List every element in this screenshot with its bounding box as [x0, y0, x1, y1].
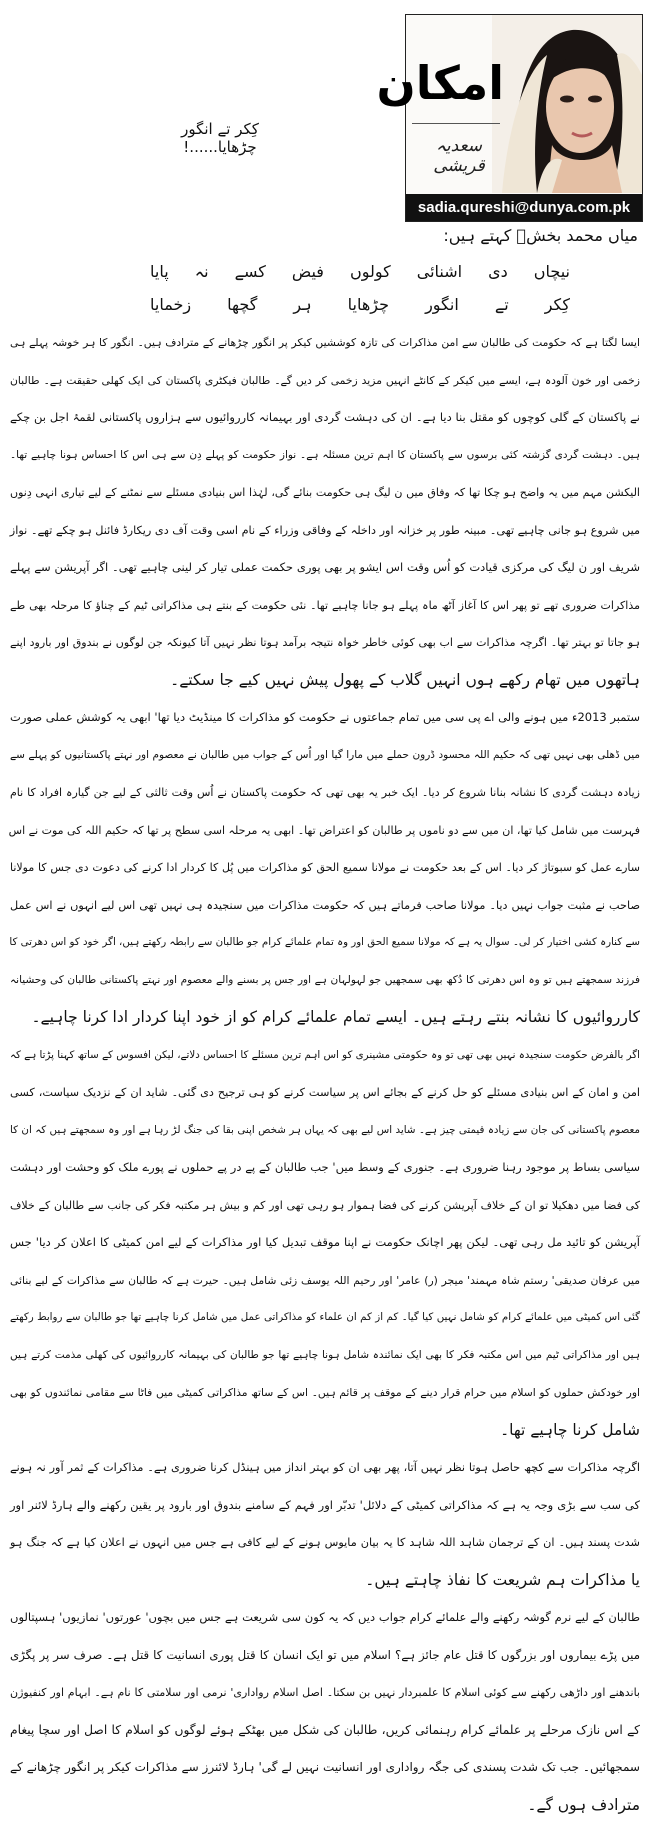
text-line: میں شروع ہو جانی چاہیے تھی۔ مبینہ طور پر خزانہ اور داخلہ کے وفاقی وزراء کے نام اسی وقت آف دی ریکارڈ فائنل ہو چکے تھے۔ نواز	[9, 523, 640, 537]
text-line: سے کنارہ کشی اختیار کر لی۔ سوال یہ ہے کہ مولانا سمیع الحق اور وہ تمام علمائے کرام جو طالبان سے رابطہ رکھتے ہیں، اگر خود کو اس دھرتی کا	[9, 936, 640, 948]
text-line: سیاسی بساط پر موجود رہنا ضروری ہے۔ جنوری کے وسط میں' جب طالبان کے پے در پے حملوں نے پورے ملک کو وحشت اور دہشت	[10, 1160, 640, 1174]
couplet-word: کِکر	[544, 295, 570, 314]
text-line: اگر بالفرض حکومت سنجیدہ نہیں بھی تھی تو وہ حکومتی مشینری کو اس اہم ترین مسئلے کا احساس دلاتے، لیکن افسوس کے ساتھ کہنا پڑتا ہے کہ	[10, 1048, 640, 1061]
text-line: مذاکرات ضروری تھے تو پھر اس کا آغاز آٹھ ماہ پہلے ہو جانا چاہیے تھا۔ نئی حکومت کے بنتے ہی مذاکراتی ٹیم کے چناؤ کا مرحلہ بھی طے	[10, 598, 640, 612]
text-line: شریف اور ن لیگ کی مرکزی قیادت کو اُس وقت اس ایشو پر بھی پوری حکمت عملی تیار کر لینی چاہیے تھی۔ اگر آپریشن سے پہلے	[10, 560, 640, 574]
text-line: نے پاکستان کے گلی کوچوں کو مقتل بنا دیا ہے۔ ان کی دہشت گردی اور بہیمانہ کارروائیوں سے ہزاروں پاکستانی لقمۂ اجل بن چکے	[10, 410, 640, 424]
text-line: باندھنے اور داڑھی رکھنے سے کوئی اسلام کا علمبردار نہیں بن سکتا۔ اصل اسلام رواداری' نرمی اور سلامتی کا نام ہے۔ ابہام اور کنفیوژن	[10, 1686, 640, 1699]
couplet-word: پایا	[150, 262, 169, 281]
couplet-word: تے	[494, 295, 509, 314]
couplet-word: فیض	[291, 262, 324, 281]
couplet-word: نہ	[194, 262, 209, 281]
text-line: فہرست میں شامل کیا تھا، ان میں سے دو ناموں پر طالبان کو اعتراض تھا۔ ابھی یہ مرحلہ اسی سطح پر تھا کہ حکیم اللہ کی موت نے اس	[8, 823, 640, 837]
paragraph	[10, 1449, 640, 1599]
column-brand-logo: امکان	[376, 56, 504, 110]
text-line: فرزند سمجھتے ہیں تو وہ اس دھرتی کا دُکھ بھی سمجھیں جو لہولہان ہے اور جس پر بسنے والے معصوم اور نہتے پاکستانی طالبان کی وحشیانہ	[10, 973, 640, 986]
author-photo	[492, 15, 642, 193]
text-line: کے اس نازک مرحلے پر علمائے کرام رہنمائی کریں، طالبان کی شکل میں بھٹکے ہوئے لوگوں کو اسلام کا اصل اور سچا پیغام	[10, 1722, 640, 1737]
author-signature: سعدیہ قریشی	[433, 136, 485, 176]
column-title: کِکر تے انگور چڑھایا......!	[181, 120, 259, 156]
quote-intro: میاں محمد بخشؒ کہتے ہیں:	[443, 226, 638, 245]
text-line: میں عرفان صدیقی' رستم شاہ مہمند' میجر (ر) عامر' اور رحیم اللہ یوسف زئی شامل ہیں۔ حیرت ہے کہ طالبان سے مذاکرات کے لیے بنائی	[10, 1273, 640, 1287]
author-email[interactable]: sadia.qureshi@dunya.com.pk	[406, 194, 642, 221]
paragraph	[10, 699, 640, 1037]
text-line: مترادف ہوں گے۔	[527, 1795, 640, 1814]
text-line: ہو جاتا تو بہتر تھا۔ اگرچہ مذاکرات سے اب بھی کوئی خاطر خواہ نتیجہ برآمد ہوتا نظر نہیں آتا کیونکہ جن لوگوں نے بندوق اور بارود اپنے	[10, 636, 640, 649]
paragraph	[10, 1037, 640, 1450]
couplet-word: کولوں	[349, 262, 391, 281]
divider	[412, 123, 500, 124]
article-body	[10, 324, 640, 1824]
couplet-line-2	[150, 295, 570, 314]
text-line: کارروائیوں کا نشانہ بنتے رہتے ہیں۔ ایسے تمام علمائے کرام کو از خود اپنا کردار ادا کرنا چاہیے۔	[31, 1008, 640, 1026]
text-line: ہاتھوں میں تھام رکھے ہوں انہیں گلاب کے پھول پیش نہیں کیے جا سکتے۔	[170, 670, 640, 689]
text-line: میں ڈھلی بھی نہیں تھی کہ حکیم اللہ محسود ڈرون حملے میں مارا گیا اور اُس کے جواب میں طالبان نے معصوم اور نہتے پاکستانیوں کو پہلے سے	[10, 748, 640, 761]
text-line: شدت پسند ہیں۔ ان کے ترجمان شاہد اللہ شاہد کا یہ بیان مایوس ہونے کے لیے کافی ہے جس میں انہوں نے اعلان کیا ہے کہ جنگ ہو	[10, 1536, 640, 1549]
text-line: معصوم پاکستانی کی جان سے زیادہ قیمتی چیز ہے۔ شاید اس لیے بھی کہ یہاں ہر شخص اپنی بقا کی جنگ لڑ رہا ہے اور وہ سمجھتے ہیں کہ ان کا	[10, 1123, 640, 1136]
text-line: ہیں۔ دہشت گردی گزشتہ کئی برسوں سے پاکستان کا اہم ترین مسئلہ ہے۔ نواز حکومت کو پہلے دِن سے ہی اس کا احساس ہونا چاہیے تھا۔	[10, 448, 640, 461]
couplet-word: ہر	[293, 295, 312, 314]
couplet-word: چڑھایا	[347, 295, 390, 314]
text-line: ستمبر 2013ء میں ہونے والی اے پی سی میں تمام جماعتوں نے حکومت کو مذاکرات کا مینڈیٹ دیا تھا' ابھی یہ کوشش عملی صورت	[10, 710, 640, 724]
text-line: زخمی اور خون آلودہ ہے، ایسے میں کیکر کے کانٹے انہیں مزید زخمی کر دیں گے۔ طالبان فیکٹری پاکستان کی ایک کھلی حقیقت ہے۔ طالبان	[10, 373, 640, 387]
couplet-word: زخمایا	[150, 295, 192, 314]
paragraph	[10, 324, 640, 699]
couplet-word: انگور	[425, 295, 459, 314]
text-line: الیکشن مہم میں یہ واضح ہو چکا تھا کہ وفاق میں ن لیگ ہی حکومت بنائے گی، لہٰذا اس بنیادی مسئلے سے نمٹنے کے لیے تیاری انہی دِنوں	[10, 486, 640, 499]
couplet-word: نیچاں	[533, 262, 570, 281]
text-line: ایسا لگتا ہے کہ حکومت کی طالبان سے امن مذاکرات کی تازہ کوششیں کیکر پر انگور چڑھانے کے مترادف ہیں۔ انگور کا ہر خوشہ پہلے ہی	[10, 336, 640, 349]
text-line: آپریشن کو تائید مل رہی تھی۔ لیکن پھر اچانک حکومت نے اپنا موقف تبدیل کیا اور مذاکرات کے لیے امن کمیٹی کا اعلان کر دیا' جس	[10, 1235, 640, 1249]
text-line: اگرچہ مذاکرات سے کچھ حاصل ہوتا نظر نہیں آتا، پھر بھی ان کو بہتر انداز میں ہینڈل کرنا ضروری ہے۔ مذاکرات کے ثمر آور نہ ہونے	[10, 1461, 640, 1474]
paragraph	[10, 1599, 640, 1824]
text-line: میں پڑے بیماروں اور بزرگوں کا قتل عام جائز ہے؟ اسلام میں تو ایک انسان کا قتل پوری انسانیت کا قتل ہے۔ صرف سر پر پگڑی	[10, 1647, 640, 1662]
text-line: زیادہ دہشت گردی کا نشانہ بنانا شروع کر دیا۔ ایک خبر یہ بھی تھی کہ حکومت پاکستان نے اُس وقت ثالثی کے لیے جن گیارہ افراد کا نام	[10, 786, 640, 799]
text-line: طالبان کے لیے نرم گوشہ رکھنے والے علمائے کرام جواب دیں کہ یہ کون سی شریعت ہے جس میں بچوں' عورتوں' نمازیوں' ہسپتالوں	[10, 1610, 640, 1624]
couplet-line-1	[150, 262, 570, 281]
text-line: کی سب سے بڑی وجہ یہ ہے کہ مذاکراتی کمیٹی کے دلائل' تدبّر اور فہم کے سامنے بندوق اور بارود پر یقین رکھنے والے ہارڈ لائنر اور	[10, 1497, 640, 1512]
couplet-word: گچھا	[227, 295, 258, 314]
text-line: امن و امان کے اس بنیادی مسئلے کو حل کرنے کے بجائے اس پر سیاست کرنے کو ہی ترجیح دی گئی۔ شاید ان کے نزدیک سیاست، کسی	[10, 1086, 640, 1099]
text-line: سارے عمل کو سبوتاژ کر دیا۔ اس کے بعد حکومت نے مولانا سمیع الحق کو مذاکرات میں پُل کا کردار ادا کرنے کی دعوت دی جس کا مولانا	[10, 861, 640, 874]
text-line: سمجھائیں۔ جب تک شدت پسندی کی جگہ رواداری اور انسانیت نہیں لے گی' ہارڈ لائنرز سے مذاکرات کیکر پر انگور چڑھانے کے	[10, 1760, 640, 1774]
text-line: کی فضا میں دھکیلا تو ان کے خلاف آپریشن کرنے کی فضا ہموار ہو رہی تھی اور کم و بیش ہر مکتبہ فکر کی جانب سے طالبان کے خلاف	[10, 1198, 640, 1212]
couplet-word: اشنائی	[416, 262, 463, 281]
columnist-header	[376, 14, 643, 222]
text-line: اور خودکش حملوں کو اسلام میں حرام قرار دینے کے موقف پر قائم ہیں۔ اس کے ساتھ مذاکراتی کمیٹی میں فاٹا سے مقامی نمائندوں کو بھی	[10, 1386, 640, 1399]
text-line: صاحب نے مثبت جواب نہیں دیا۔ مولانا صاحب فرماتے ہیں کہ حکومت مذاکرات میں سنجیدہ ہی نہیں تھی اس لیے انہوں نے اس عمل	[10, 898, 640, 912]
text-line: یا مذاکرات ہم شریعت کا نفاذ چاہتے ہیں۔	[365, 1570, 640, 1589]
text-line: شامل کرنا چاہیے تھا۔	[500, 1420, 640, 1439]
couplet-word: دی	[488, 262, 508, 281]
couplet-word: کسے	[234, 262, 266, 281]
text-line: ہیں اور مذاکراتی ٹیم میں اس مکتبہ فکر کا بھی ایک نمائندہ شامل ہونا چاہیے تھا جو طالبان کی بہیمانہ کارروائیوں کی کھلی مذمت کرتے ہیں	[10, 1348, 640, 1361]
text-line: گئی اس کمیٹی میں علمائے کرام کو شامل نہیں کیا گیا۔ کم از کم ان علماء کو مذاکراتی عمل میں شامل کرنا چاہیے تھا جو طالبان سے روابط رکھتے	[10, 1311, 640, 1323]
